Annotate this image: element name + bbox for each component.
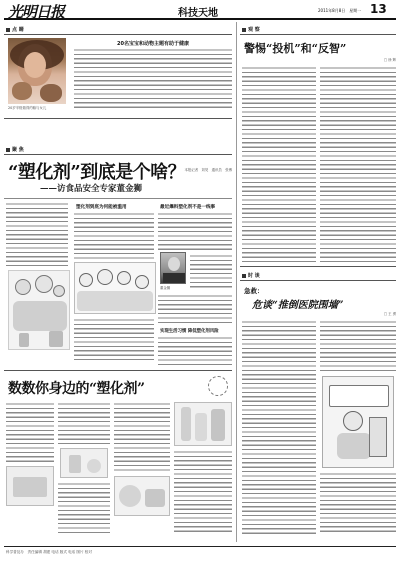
column-heading-1: 塑化剂到底为何能被滥用 (76, 205, 127, 210)
furniture-illustration (6, 466, 54, 506)
newspaper-logo: 光明日报 (8, 3, 65, 21)
section-marker-icon (242, 274, 246, 278)
dianjing-article-title: 20名宝宝和动物主题有助于健康 (117, 41, 189, 47)
photo-caption: 20岁辛格瑞得约翰与女儿 (8, 106, 47, 110)
issue-date: 2011年8月8日 星期一 (318, 8, 362, 13)
page-number: 13 (370, 2, 387, 16)
right-article-col-3 (242, 320, 316, 534)
intro-lede (6, 202, 68, 268)
dianjing-article-body (74, 48, 232, 110)
expert-intro (190, 254, 232, 288)
infographic-col-5 (174, 450, 232, 534)
right-article-col-2 (320, 66, 396, 262)
jujiao-label: 聚 焦 (12, 147, 24, 153)
hand-cream-illustration (60, 448, 108, 478)
girl-with-puppies-photo (8, 38, 66, 104)
column-body-5 (158, 336, 232, 366)
infographic-deco-icon (208, 376, 228, 396)
plastic-bottles-illustration (174, 402, 232, 446)
column-heading-2: 最近爆料塑化剂不是一线事 (160, 205, 216, 210)
shitan-label: 时 谈 (248, 273, 260, 279)
jujiao-tag (6, 146, 24, 153)
emergency-label: 急救： (244, 287, 264, 295)
hospital-wall-cartoon (322, 376, 394, 468)
right-byline-1: □ 徐 辉 (383, 58, 396, 62)
dianjing-tag (6, 26, 24, 33)
portrait-caption: 董金狮 (160, 286, 171, 290)
infographic-col-3 (58, 482, 110, 534)
infographic-col-1 (6, 402, 54, 464)
section-title: 科技天地 (178, 8, 218, 19)
right-headline-1: 警惕“投机”和“反智” (244, 42, 347, 55)
column-body-2 (74, 318, 154, 362)
guancha-tag (242, 26, 260, 33)
infographic-col-2 (58, 402, 110, 446)
column-body-4 (158, 294, 232, 324)
right-headline-2: 危谈“推倒医院围墙” (252, 300, 344, 311)
guancha-label: 观 察 (248, 27, 260, 33)
right-article-col-5 (320, 472, 396, 534)
expert-portrait (160, 252, 186, 284)
right-article-col-4 (320, 320, 396, 372)
infographic-title: 数数你身边的“塑化剂” (8, 381, 145, 397)
family-illustration (8, 270, 70, 350)
main-headline: “塑化剂”到底是个啥？ (8, 162, 186, 183)
cartoon-people-illustration (74, 262, 156, 314)
tip-heading: 实现生活习惯 降低塑化剂风险 (160, 329, 219, 334)
right-byline-2: □ 王 勇 (383, 312, 396, 316)
column-body-1 (74, 212, 154, 260)
section-marker-icon (6, 148, 10, 152)
main-byline: 本报记者 刘昊 通讯员 张博 (184, 168, 232, 172)
right-article-col-1 (242, 66, 316, 262)
column-body-3 (158, 212, 232, 250)
footer-credits: 科学普及办 责任编辑 胡建 电话 版式 电话 图片 校对 (6, 550, 92, 554)
section-marker-icon (242, 28, 246, 32)
infographic-col-4 (114, 402, 170, 472)
shitan-tag (242, 272, 260, 279)
main-subheadline: ——访食品安全专家董金狮 (40, 184, 143, 194)
dianjing-label: 点 睛 (12, 27, 24, 33)
section-marker-icon (6, 28, 10, 32)
food-illustration (114, 476, 170, 516)
